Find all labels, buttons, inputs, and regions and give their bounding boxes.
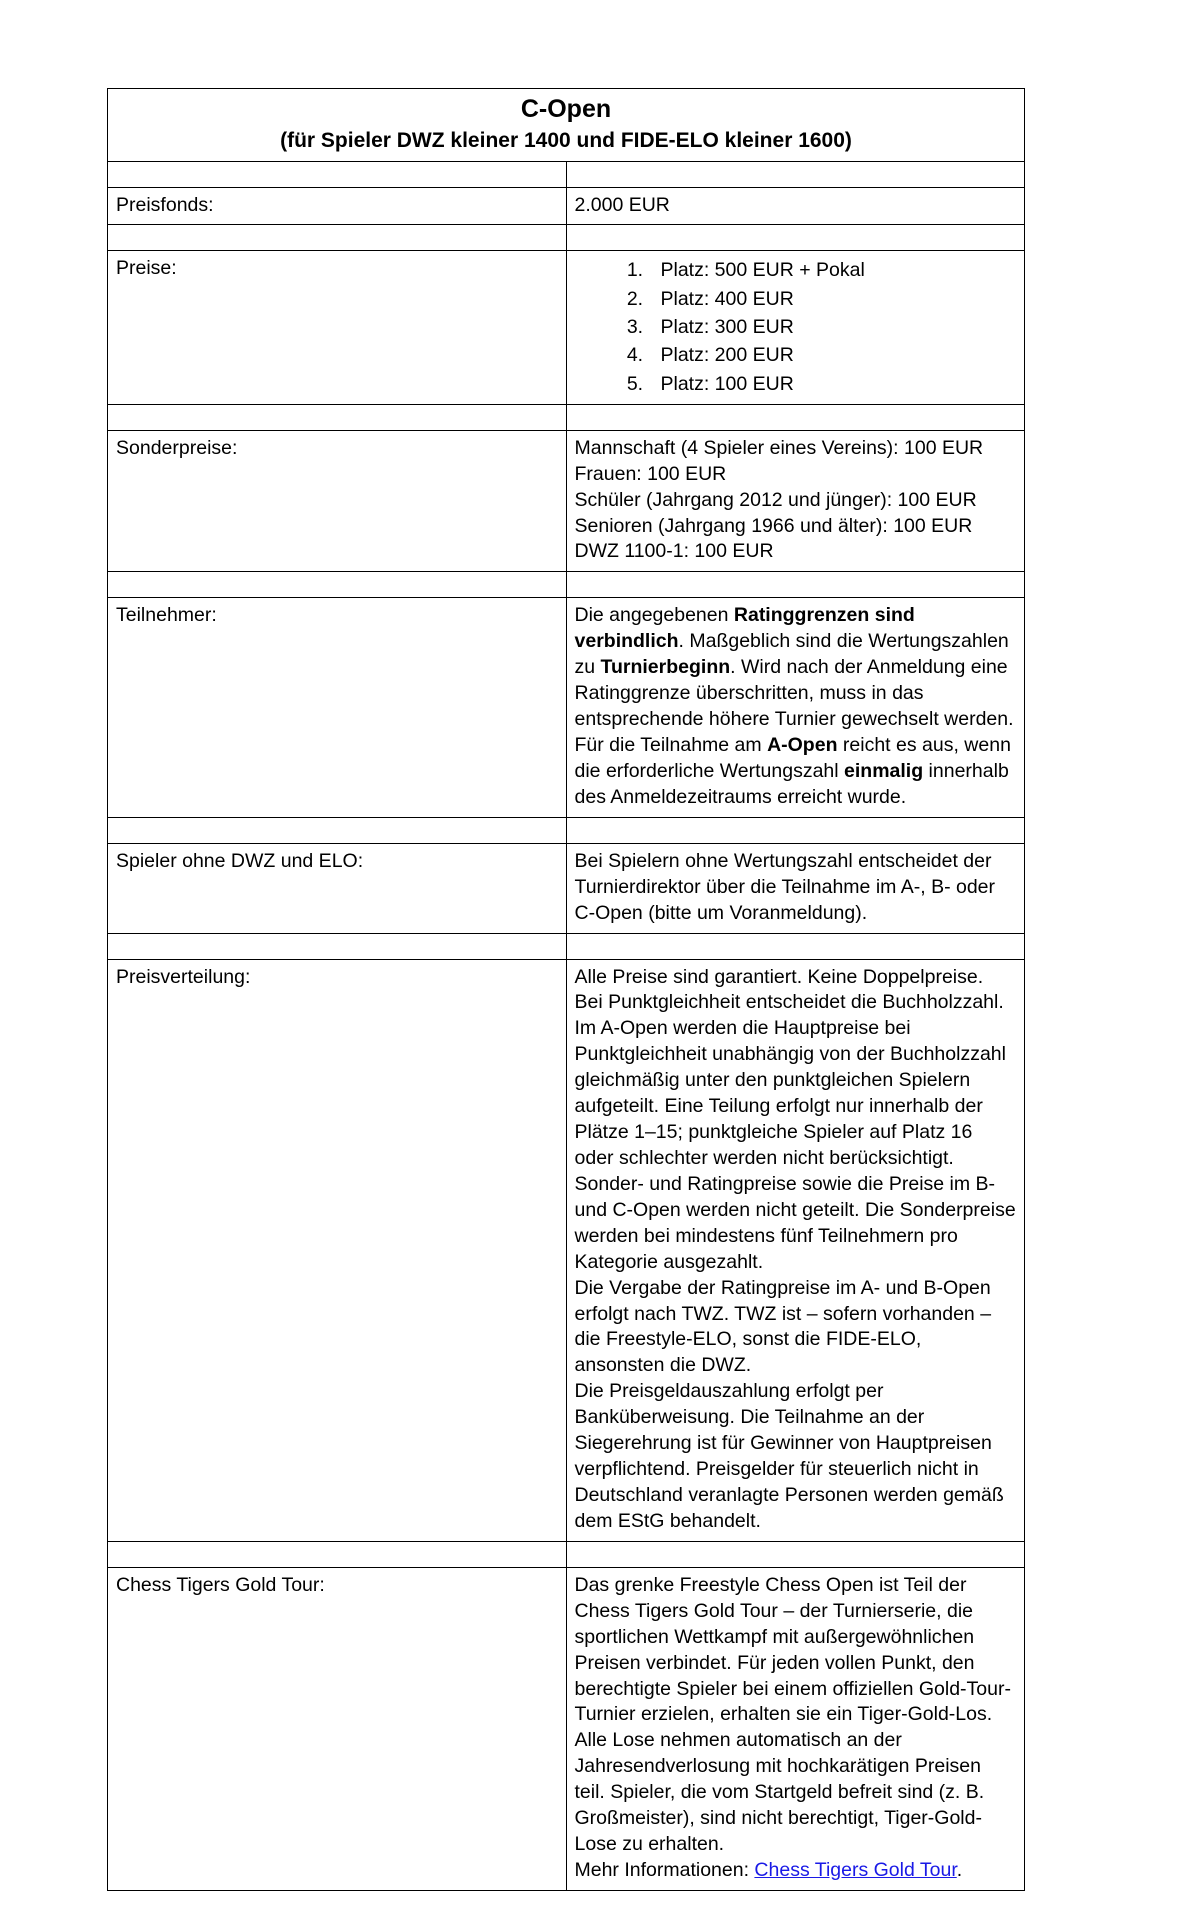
spacer-cell-left (108, 404, 567, 430)
table-row-spacer (108, 404, 1025, 430)
paragraph (575, 603, 1017, 733)
text-fragment: . Maßgeblich sind die Wertungszahlen zu (574, 630, 1009, 679)
label-preisfonds: Preisfonds: (108, 187, 567, 225)
table-row-preise (108, 251, 1025, 404)
table-row-spacer (108, 161, 1025, 187)
label-teilnehmer: Teilnehmer: (108, 598, 567, 817)
value-teilnehmer (566, 598, 1025, 817)
text-fragment: Für die Teilnahme am (574, 734, 768, 757)
list-item: 3. Platz: 300 EUR (649, 313, 1017, 341)
value-sonderpreise (566, 430, 1025, 572)
text-fragment: innerhalb des Anmeldezeitraums erreicht wurde. (574, 759, 1009, 808)
title-cell (108, 89, 1025, 162)
spacer-cell-left (108, 572, 567, 598)
text-emphasis: Ratinggrenzen sind verbindlich (574, 604, 915, 653)
table-row-spieler-ohne-wertung (108, 843, 1025, 933)
list-item: 4. Platz: 200 EUR (649, 341, 1017, 369)
label-gold-tour: Chess Tigers Gold Tour: (108, 1567, 567, 1890)
paragraph: Das grenke Freestyle Chess Open ist Teil der Chess Tigers Gold Tour – der Turnierserie, die sportlichen Wettkampf mit außergewöhnlichen Preisen verbindet. Für jeden vollen Punkt, den berechtigte Spieler bei einem offiziellen Gold-Tour-Turnier erzielen, erhalten sie ein Tiger-Gold-Los. Alle Lose nehmen automatisch an der Jahresendverlosung mit hochkarätigen Preisen teil. Spieler, die vom Startgeld befreit sind (z. B. Großmeister), sind nicht berechtigt, Tiger-Gold-Lose zu erhalten. (574, 1573, 1011, 1856)
table-row-gold-tour (108, 1567, 1025, 1890)
more-info-suffix: . (956, 1858, 963, 1881)
table-row-spacer (108, 1541, 1025, 1567)
page-subtitle: (für Spieler DWZ kleiner 1400 und FIDE-ELO kleiner 1600) (280, 129, 852, 153)
text-emphasis: Turnierbeginn (600, 656, 731, 679)
label-sonderpreise: Sonderpreise: (108, 430, 567, 572)
spacer-cell-left (108, 817, 567, 843)
tournament-info-table (107, 88, 1025, 1891)
text-fragment: Die angegebenen (574, 604, 734, 627)
value-preise (566, 251, 1025, 404)
table-row-spacer (108, 572, 1025, 598)
spacer-cell-left (108, 161, 567, 187)
text-line: Senioren (Jahrgang 1966 und älter): 100 EUR (574, 514, 973, 537)
spacer-cell-right (566, 1541, 1025, 1567)
spacer-cell-left (108, 1541, 567, 1567)
more-info-prefix: Mehr Informationen: (574, 1858, 755, 1881)
list-item: 1. Platz: 500 EUR + Pokal (649, 256, 1017, 284)
spacer-cell-right (566, 404, 1025, 430)
text-line: DWZ 1100-1: 100 EUR (574, 540, 774, 563)
text-fragment: reicht es aus, wenn die erforderliche Wertungszahl (574, 734, 1011, 782)
text-emphasis: einmalig (844, 759, 924, 782)
spacer-cell-right (566, 572, 1025, 598)
table-row-preisverteilung (108, 959, 1025, 1541)
value-preisverteilung (566, 959, 1025, 1541)
table-row-sonderpreise (108, 430, 1025, 572)
paragraph: Die Vergabe der Ratingpreise im A- und B-Open erfolgt nach TWZ. TWZ ist – sofern vorhanden – die Freestyle-ELO, sonst die FIDE-ELO, ansonsten die DWZ. (574, 1276, 992, 1377)
text-line: Mannschaft (4 Spieler eines Vereins): 100 EUR (574, 436, 984, 459)
spacer-cell-right (566, 933, 1025, 959)
table-row-teilnehmer (108, 598, 1025, 817)
value-gold-tour (566, 1567, 1025, 1890)
paragraph: Im A-Open werden die Hauptpreise bei Punktgleichheit unabhängig von der Buchholzzahl gleichmäßig unter den punktgleichen Spielern aufgeteilt. Eine Teilung erfolgt nur innerhalb der Plätze 1–15; punktgleiche Spieler auf Platz 16 oder schlechter werden nicht berücksichtigt. Sonder- und Ratingpreise sowie die Preise im B- und C-Open werden nicht geteilt. Die Sonderpreise werden bei mindestens fünf Teilnehmern pro Kategorie ausgezahlt. (574, 1017, 1016, 1273)
table-row-preisfonds (108, 187, 1025, 225)
paragraph: Die Preisgeldauszahlung erfolgt per Banküberweisung. Die Teilnahme an der Siegerehrung ist für Gewinner von Hauptpreisen verpflichtend. Preisgelder für steuerlich nicht in Deutschland veranlagte Personen werden gemäß dem EStG behandelt. (574, 1380, 1004, 1532)
spacer-cell-left (108, 225, 567, 251)
spacer-cell-right (566, 161, 1025, 187)
table-row-title (108, 89, 1025, 162)
value-preisfonds: 2.000 EUR (566, 187, 1025, 225)
list-item: 2. Platz: 400 EUR (649, 285, 1017, 313)
table-row-spacer (108, 817, 1025, 843)
label-preisverteilung: Preisverteilung: (108, 959, 567, 1541)
paragraph (575, 733, 1017, 811)
spacer-cell-right (566, 817, 1025, 843)
text-line: Schüler (Jahrgang 2012 und jünger): 100 EUR (574, 488, 977, 511)
spacer-cell-left (108, 933, 567, 959)
spacer-cell-right (566, 225, 1025, 251)
more-info-line (575, 1858, 1017, 1884)
page-title: C-Open (520, 95, 612, 123)
text-emphasis: A-Open (767, 734, 838, 757)
text-fragment: . Wird nach der Anmeldung eine Ratinggrenze überschritten, muss in das entsprechende höhere Turnier gewechselt werden. (574, 656, 1014, 731)
label-spieler-ohne-wertung: Spieler ohne DWZ und ELO: (108, 843, 567, 933)
paragraph: Alle Preise sind garantiert. Keine Doppelpreise. Bei Punktgleichheit entscheidet die Buchholzzahl. (574, 965, 1004, 1014)
chess-tigers-gold-tour-link[interactable]: Chess Tigers Gold Tour (754, 1858, 957, 1881)
prize-list (575, 256, 1017, 397)
label-preise: Preise: (108, 251, 567, 404)
table-row-spacer (108, 933, 1025, 959)
value-spieler-ohne-wertung: Bei Spielern ohne Wertungszahl entscheidet der Turnierdirektor über die Teilnahme im A-, B- oder C-Open (bitte um Voranmeldung). (566, 843, 1025, 933)
list-item: 5. Platz: 100 EUR (649, 370, 1017, 398)
table-row-spacer (108, 225, 1025, 251)
text-line: Frauen: 100 EUR (574, 462, 727, 485)
